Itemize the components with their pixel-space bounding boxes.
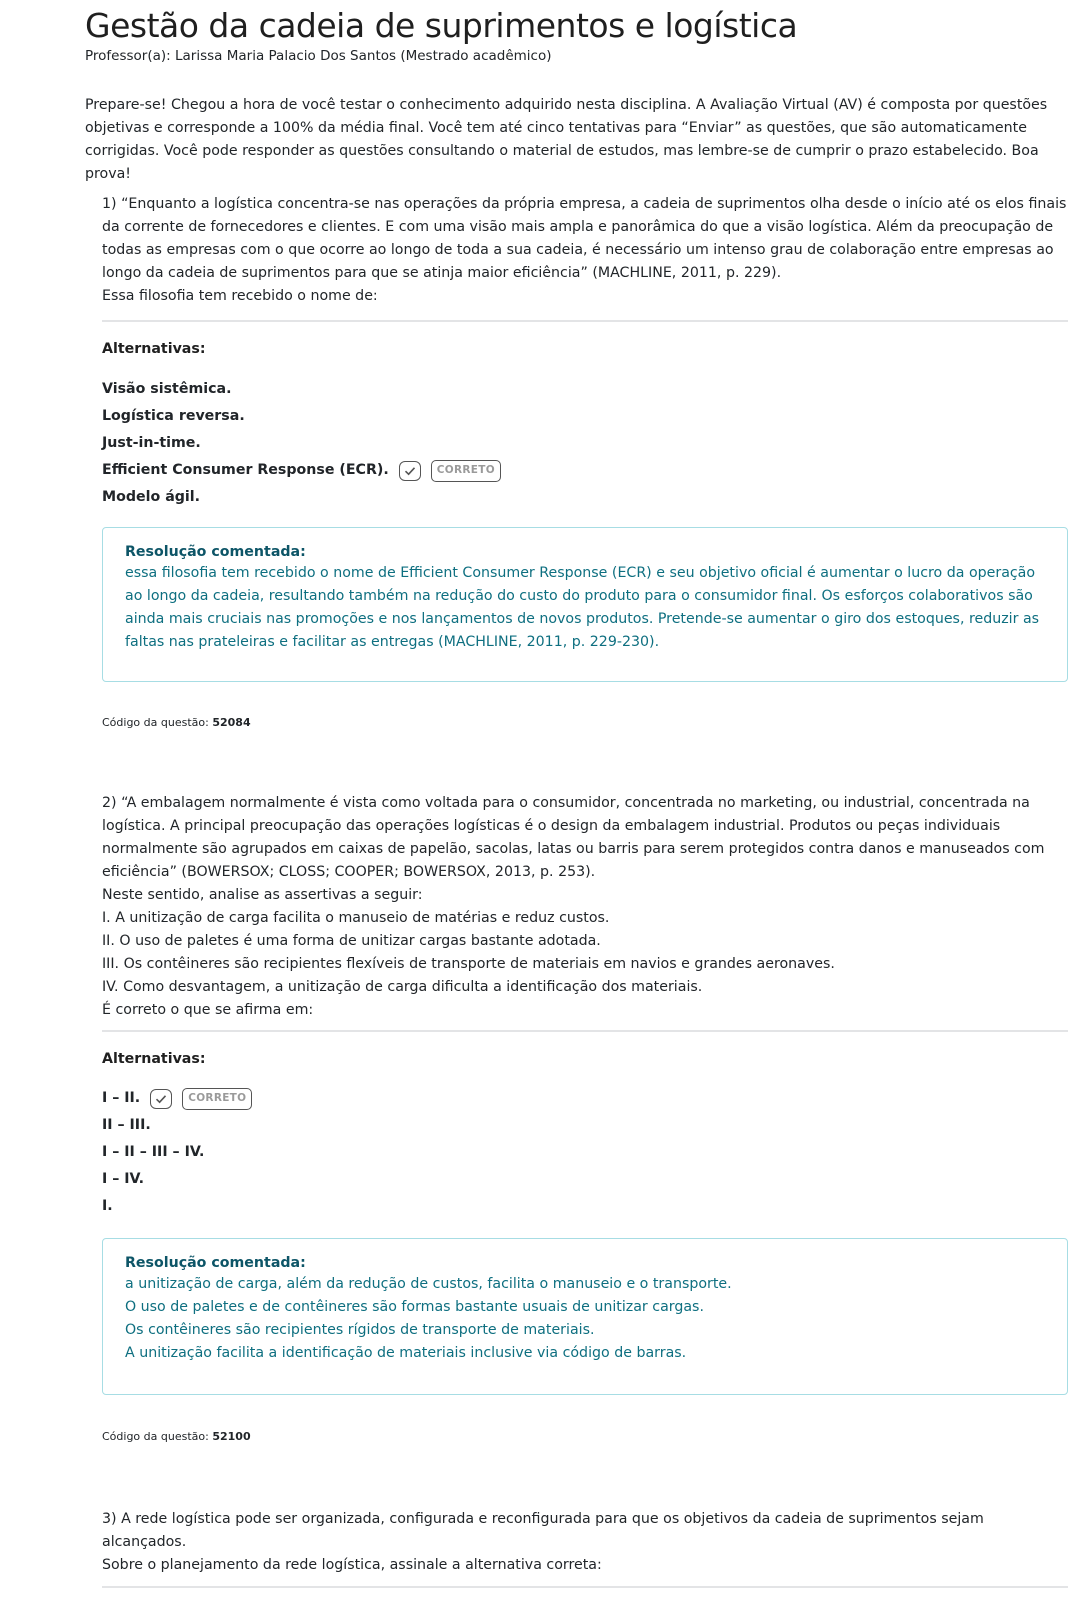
alternative-option[interactable] [102, 1193, 1068, 1220]
question-3-divider [102, 1586, 1068, 1588]
resolution-paragraph: Os contêineres são recipientes rígidos de transporte de materiais. [125, 1322, 595, 1338]
alternative-label: Just-in-time. [102, 435, 201, 451]
question-2-resolution [102, 1238, 1068, 1395]
alternative-label: I – IV. [102, 1171, 145, 1187]
resolution-paragraph: a unitização de carga, além da redução de custos, facilita o manuseio e o transporte. [125, 1276, 732, 1292]
professor-name: Professor(a): Larissa Maria Palacio Dos Santos (Mestrado acadêmico) [85, 48, 552, 64]
question-1-code [102, 716, 1068, 729]
question-2-text [102, 792, 1068, 1022]
code-value: 52100 [212, 1430, 251, 1443]
alternative-label: Logística reversa. [102, 408, 245, 424]
check-icon [399, 461, 421, 481]
resolution-title: Resolução comentada: [125, 1255, 306, 1271]
check-icon [150, 1089, 172, 1109]
alternative-option[interactable] [102, 1139, 1068, 1166]
correct-badge: CORRETO [182, 1088, 252, 1110]
question-2-divider [102, 1030, 1068, 1032]
question-2-line: III. Os contêineres são recipientes flexíveis de transporte de materiais em navios e grandes aeronaves. [102, 956, 835, 972]
resolution-text [125, 1273, 1047, 1365]
question-3-prompt: Sobre o planejamento da rede logística, assinale a alternativa correta: [102, 1557, 602, 1573]
question-2-alternatives-title: Alternativas: [102, 1051, 206, 1067]
alternative-label: Visão sistêmica. [102, 381, 232, 397]
question-1-alternatives-title: Alternativas: [102, 341, 206, 357]
question-1-divider [102, 320, 1068, 322]
question-2-line: IV. Como desvantagem, a unitização de carga dificulta a identificação dos materiais. [102, 979, 703, 995]
alternative-label: II – III. [102, 1117, 151, 1133]
question-1-resolution [102, 527, 1068, 682]
question-2-line: Neste sentido, analise as assertivas a seguir: [102, 887, 423, 903]
alternative-option[interactable] [102, 1166, 1068, 1193]
correct-badge: CORRETO [431, 460, 501, 482]
alternative-option[interactable] [102, 376, 1068, 403]
code-label: Código da questão: [102, 1430, 209, 1443]
resolution-paragraph: essa filosofia tem recebido o nome de Efficient Consumer Response (ECR) e seu objetivo oficial é aumentar o lucro da operação ao longo da cadeia, resultando também na redução do custo do produto para o consumidor final. Os esforços colaborativos são ainda mais cruciais nas promoções e nos lançamentos de novos produtos. Pretende-se aumentar o giro dos estoques, reduzir as faltas nas prateleiras e facilitar as entregas (MACHLINE, 2011, p. 229-230). [125, 565, 1040, 650]
question-3-text [102, 1508, 1068, 1577]
alternative-label: I – II. [102, 1090, 141, 1106]
code-value: 52084 [212, 716, 251, 729]
alternative-label: I. [102, 1198, 113, 1214]
alternative-option-selected[interactable] [102, 457, 1068, 484]
resolution-paragraph: A unitização facilita a identificação de materiais inclusive via código de barras. [125, 1345, 687, 1361]
intro-text: Prepare-se! Chegou a hora de você testar o conhecimento adquirido nesta disciplina. A Avaliação Virtual (AV) é composta por questões objetivas e corresponde a 100% da média final. Você tem até cinco tentativas para “Enviar” as questões, que são automaticamente corrigidas. Você pode responder as questões consultando o material de estudos, mas lembre-se de cumprir o prazo estabelecido. Boa prova! [85, 97, 1048, 182]
question-2-alternatives [102, 1085, 1068, 1220]
alternative-option[interactable] [102, 484, 1068, 511]
question-2-line: I. A unitização de carga facilita o manuseio de matérias e reduz custos. [102, 910, 610, 926]
alternative-label: I – II – III – IV. [102, 1144, 205, 1160]
alternative-option-selected[interactable] [102, 1085, 1068, 1112]
question-2-code [102, 1430, 1068, 1443]
page-title: Gestão da cadeia de suprimentos e logística [85, 6, 798, 45]
question-1-text [102, 193, 1068, 308]
question-1-alternatives [102, 376, 1068, 511]
alternative-label: Efficient Consumer Response (ECR). [102, 462, 389, 478]
resolution-paragraph: O uso de paletes e de contêineres são formas bastante usuais de unitizar cargas. [125, 1299, 704, 1315]
question-1 [102, 193, 1068, 308]
question-2-prompt: É correto o que se afirma em: [102, 1002, 314, 1018]
question-2-statement: 2) “A embalagem normalmente é vista como voltada para o consumidor, concentrada no marketing, ou industrial, concentrada na logística. A principal preocupação das operações logísticas é o design da embalagem industrial. Produtos ou peças individuais normalmente são agrupados em caixas de papelão, sacolas, latas ou barris para serem protegidos contra danos e manuseados com eficiência” (BOWERSOX; CLOSS; COOPER; BOWERSOX, 2013, p. 253). [102, 795, 1045, 880]
alternative-label: Modelo ágil. [102, 489, 201, 505]
question-3-statement: 3) A rede logística pode ser organizada, configurada e reconfigurada para que os objetivos da cadeia de suprimentos sejam alcançados. [102, 1511, 984, 1550]
alternative-option[interactable] [102, 1112, 1068, 1139]
question-2-line: II. O uso de paletes é uma forma de unitizar cargas bastante adotada. [102, 933, 601, 949]
resolution-text [125, 562, 1047, 654]
resolution-title: Resolução comentada: [125, 544, 306, 560]
question-1-statement: 1) “Enquanto a logística concentra-se nas operações da própria empresa, a cadeia de suprimentos olha desde o início até os elos finais da corrente de fornecedores e clientes. E com uma visão mais ampla e panorâmica do que a visão logística. Além da preocupação de todas as empresas com o que ocorre ao longo de toda a sua cadeia, é necessário um intenso grau de colaboração entre empresas ao longo da cadeia de suprimentos para que se atinja maior eficiência” (MACHLINE, 2011, p. 229). [102, 196, 1067, 281]
question-3 [102, 1508, 1068, 1577]
question-2 [102, 792, 1068, 1022]
code-label: Código da questão: [102, 716, 209, 729]
alternative-option[interactable] [102, 403, 1068, 430]
question-1-prompt: Essa filosofia tem recebido o nome de: [102, 288, 378, 304]
alternative-option[interactable] [102, 430, 1068, 457]
